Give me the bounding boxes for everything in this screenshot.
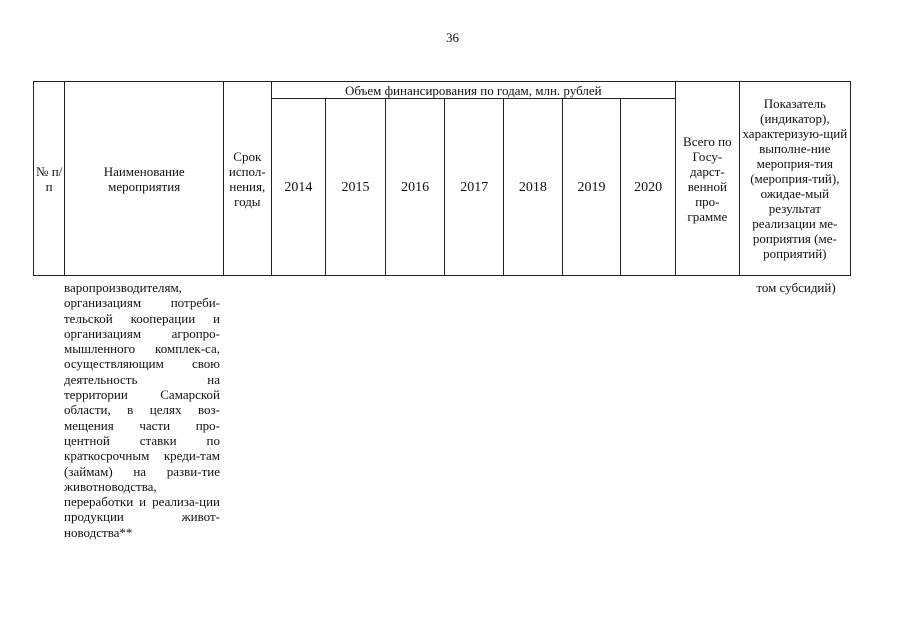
header-name: Наименование мероприятия <box>65 82 224 276</box>
header-year: 2015 <box>326 99 386 276</box>
header-funding: Объем финансирования по годам, млн. рублей <box>271 82 675 99</box>
header-year: 2019 <box>562 99 621 276</box>
header-indicator: Показатель (индикатор), характеризую-щий выполне-ние мероприя-тия (мероприя-тий), ожидае-мый результат реализации ме-роприятия (ме-роприятий) <box>739 82 850 276</box>
measure-name-continuation: варопроизводителям, организациям потреби-тельской кооперации и организациям агропро-мышленного комплек-са, осуществляющим свою деятельность на территории Самарской области, в целях воз-мещения части про-центной ставки по краткосрочным креди-там (займам) на разви-тие животноводства, переработки и реализа-ции продукции живот-новодства** <box>64 280 220 540</box>
funding-table-header <box>33 81 851 276</box>
header-num: № п/п <box>34 82 65 276</box>
header-year: 2014 <box>271 99 326 276</box>
page-number: 36 <box>446 30 459 45</box>
header-year: 2020 <box>621 99 676 276</box>
header-total: Всего по Госу-дарст-венной про-грамме <box>676 82 740 276</box>
header-year: 2017 <box>445 99 504 276</box>
header-term: Срок испол-нения, годы <box>224 82 272 276</box>
indicator-continuation: том субсидий) <box>756 280 836 295</box>
header-year: 2016 <box>385 99 445 276</box>
header-year: 2018 <box>504 99 563 276</box>
